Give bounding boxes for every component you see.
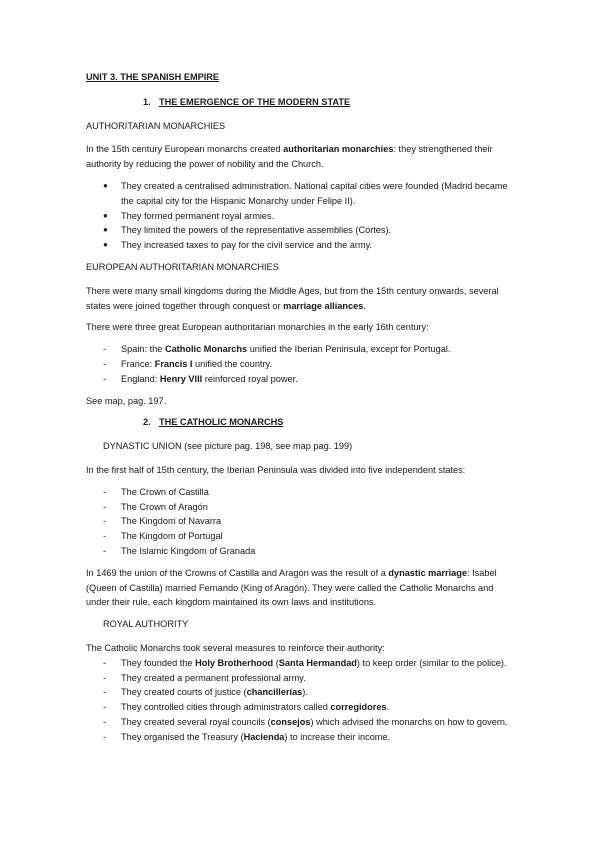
authoritarian-bullet-list [86,179,516,253]
list-item-text: They organised the Treasury ( [121,731,244,742]
subheading-dynastic-union: DYNASTIC UNION (see picture pag. 198, see map pag. 199) [103,441,353,452]
list-item-text: They limited the powers of the representative assemblies (Cortes). [121,225,392,236]
dash-icon: - [103,545,107,556]
list-item-text: ) to increase their income. [284,731,391,742]
list-item [86,514,516,529]
intro-text-post: : they strengthened their authority by reducing the power of nobility and the Church. [86,144,493,170]
list-item [86,372,516,387]
list-item [86,529,516,544]
list-item-text: The Kingdom of Navarra [121,516,222,527]
list-item [86,342,516,357]
dash-icon: - [103,501,107,512]
list-item [86,209,516,224]
european-text-pre: There were many small kingdoms during the Middle Ages, but from the 15th century onwards, several states were joined together through conquest or [86,285,499,311]
list-item [86,730,516,745]
list-item-text: They created a permanent professional army. [121,672,306,683]
dash-icon: - [103,687,107,698]
list-item-bold: chancillerías [246,687,303,698]
list-item-bold: Henry VIII [159,373,203,384]
list-item-bold: Francis I [154,358,193,369]
dash-icon: - [103,516,107,527]
dash-icon: - [103,702,107,713]
bullet-icon: ● [103,180,108,190]
list-item-text: They created several royal councils ( [121,716,271,727]
authoritarian-intro-paragraph [86,142,516,172]
list-item-text: ) which advised the monarchs on how to govern. [310,716,508,727]
list-item-text: reinforced royal power. [202,373,298,384]
list-item-text: They founded the [121,657,196,668]
list-item-bold: consejos [270,716,311,727]
monarchies-list [86,342,516,386]
union-text-pre: In 1469 the union of the Crowns of Castilla and Aragón was the result of a [86,567,389,578]
subheading-authoritarian-monarchies: AUTHORITARIAN MONARCHIES [86,120,226,131]
bullet-icon: ● [103,210,108,220]
section-2-number: 2. [143,417,151,428]
list-item-text: They created courts of justice ( [121,687,247,698]
list-item-text: ( [273,657,279,668]
list-item [86,223,516,238]
section-2-heading [143,415,516,430]
european-text-bold: marriage alliances [283,300,364,311]
dash-icon: - [103,531,107,542]
union-text-post: : Isabel (Queen of Castilla) married Fernando (King of Aragón). They were called the Catholic Monarchs and under their rule, each kingdom maintained its own laws and institutions. [86,567,497,608]
list-item-bold: Catholic Monarchs [164,344,248,355]
list-item-text: The Islamic Kingdom of Granada [121,545,256,556]
states-list [86,485,516,559]
dash-icon: - [103,716,107,727]
list-item-text: France: [121,358,155,369]
list-item-bold: corregidores [330,702,387,713]
list-item-text: unified the country. [192,358,273,369]
dash-icon: - [103,486,107,497]
list-item [86,485,516,500]
dash-icon: - [103,672,107,683]
list-item-text: ). [302,687,308,698]
bullet-icon: ● [103,225,108,235]
list-item-text: The Kingdom of Portugal [121,531,223,542]
list-item-bold: Santa Hermandad [278,657,357,668]
divided-intro-paragraph: In the first half of 15th century, the Iberian Peninsula was divided into five independent states: [86,464,466,475]
list-item-text: They formed permanent royal armies. [121,210,275,221]
list-item-bold: Holy Brotherhood [195,657,274,668]
list-item-text: They controlled cities through administrators called [121,702,331,713]
intro-text-pre: In the 15th century European monarchs created [86,144,284,155]
union-paragraph [86,566,516,610]
section-1-title: THE EMERGENCE OF THE MODERN STATE [159,96,351,107]
list-item [86,700,516,715]
list-item-text: They increased taxes to pay for the civil service and the army. [121,240,373,251]
list-item-text: Spain: the [121,344,165,355]
subheading-european-monarchies: EUROPEAN AUTHORITARIAN MONARCHIES [86,261,279,272]
bullet-icon: ● [103,240,108,250]
subheading-royal-authority: ROYAL AUTHORITY [103,619,189,630]
list-item [86,179,516,209]
list-item [86,500,516,515]
dash-icon: - [103,731,107,742]
list-item-text: The Crown of Aragón [121,501,208,512]
list-item [86,656,516,671]
document-body [86,70,516,744]
list-item [86,685,516,700]
list-item-bold: Hacienda [243,731,285,742]
intro-text-bold: authoritarian monarchies [283,144,394,155]
dash-icon: - [103,358,107,369]
unit-title: UNIT 3. THE SPANISH EMPIRE [86,72,220,82]
list-item-text: ) to keep order (similar to the police). [356,657,507,668]
dash-icon: - [103,373,107,384]
list-item [86,544,516,559]
section-1-heading [143,95,516,110]
list-item-text: They created a centralised administration. National capital cities were founded (Madrid became the capital city for the Hispanic Monarchy under Felipe II). [121,180,508,206]
european-paragraph [86,284,516,314]
dash-icon: - [103,344,107,355]
section-2-title: THE CATHOLIC MONARCHS [159,417,284,428]
list-item-text: . [386,702,390,713]
measures-intro: The Catholic Monarchs took several measures to reinforce their authority: [86,642,385,653]
section-1-number: 1. [143,96,151,107]
see-map-note: See map, pag. 197. [86,395,167,406]
measures-list [86,656,516,745]
list-item [86,357,516,372]
union-text-bold: dynastic marriage [388,567,468,578]
list-item [86,238,516,253]
european-text-post: . [363,300,366,311]
three-monarchies-intro: There were three great European authoritarian monarchies in the early 16th century: [86,322,429,333]
list-item-text: unified the Iberian Peninsula, except for Portugal. [247,344,451,355]
list-item-text: The Crown of Castilla [121,486,209,497]
list-item [86,671,516,686]
list-item-text: England: [121,373,160,384]
list-item [86,715,516,730]
dash-icon: - [103,657,107,668]
